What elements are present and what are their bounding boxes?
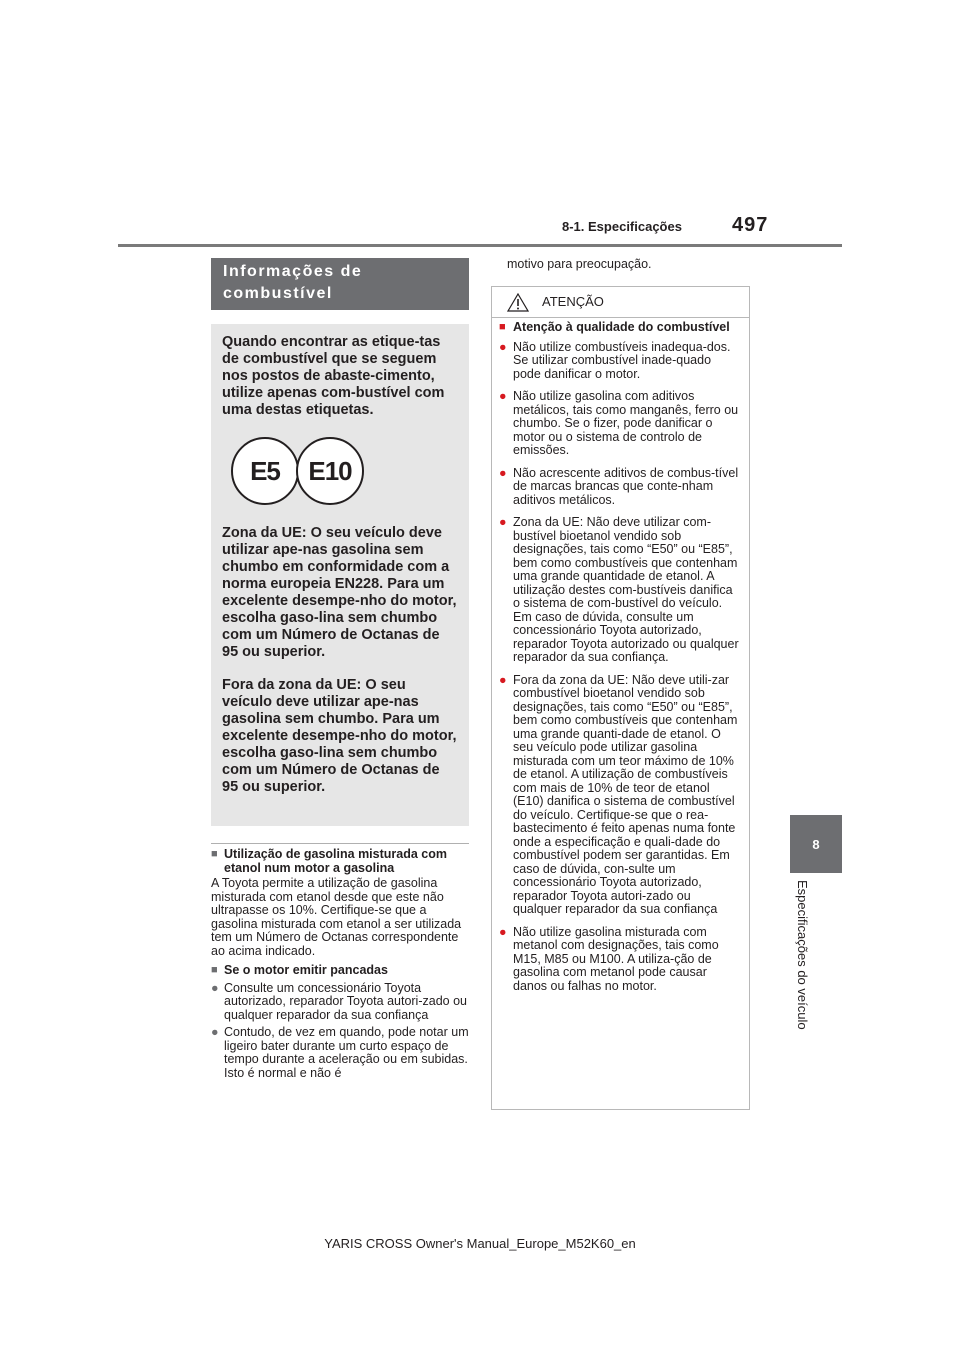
- knock-heading-row: [211, 964, 469, 978]
- chapter-tab: [790, 815, 842, 873]
- divider: [211, 843, 469, 844]
- circle-bullet-icon: ●: [499, 389, 507, 403]
- warning-heading-row: [499, 321, 742, 335]
- list-item: [211, 982, 469, 1023]
- left-column-text: [211, 848, 469, 1080]
- page-number: 497: [732, 214, 769, 236]
- circle-bullet-icon: ●: [499, 672, 507, 687]
- circle-bullet-icon: ●: [211, 980, 219, 995]
- e10-fuel-label: E10: [296, 437, 364, 505]
- ethanol-heading: Utilização de gasolina misturada com etanol num motor a gasolina: [224, 847, 447, 875]
- warning-bullet: Fora da zona da UE: Não deve utili-zar combustível bioetanol vendido sob designações, tais como “E50” ou “E85”, bem como combustíveis que contenham uma grande quanti-dade de etanol. O seu veículo pode utilizar gasolina misturada com um teor máximo de 10% de etanol. A utilização de combustíveis com mais de 10% de teor de etanol (E10) danifica o sistema de combustível do veículo. Certifique-se que o rea-bastecimento é feito apenas numa fonte onde a especificação e quali-dade do combustível podem ser garantidas. Em caso de dúvida, con-sulte um concessionário Toyota autorizado, reparador Toyota autori-zado ou qualquer reparador da sua confiança: [513, 672, 738, 916]
- circle-bullet-icon: ●: [499, 515, 507, 529]
- circle-bullet-icon: ●: [499, 339, 507, 354]
- non-eu-zone-text: Fora da zona da UE: O seu veículo deve utilizar ape-nas gasolina sem chumbo. Para um excelente desempe-nho do motor, escolha gaso-lina sem chumbo com um Número de Octanas de 95 ou superior.: [222, 677, 457, 795]
- footer: [0, 1236, 960, 1251]
- square-bullet-icon: ■: [211, 848, 218, 860]
- eu-zone-text: Zona da UE: O seu veículo deve utilizar ape-nas gasolina sem chumbo em conformidade com a norma europeia EN228. Para um excelente desempe-nho do motor, escolha gaso-lina sem chumbo com um Número de Octanas de 95 ou superior.: [222, 525, 457, 660]
- fuel-info-title: [211, 258, 469, 310]
- knock-bullet-2: Contudo, de vez em quando, pode notar um ligeiro bater durante um curto espaço de tempo durante a aceleração ou em subidas. Isto é normal e não é: [224, 1025, 469, 1080]
- list-item: [499, 516, 742, 665]
- list-item: [499, 390, 742, 458]
- fuel-label-intro: Quando encontrar as etique-tas de combustível que se seguem nos postos de abaste-cimento, utilize apenas com-bustível com uma destas etiquetas.: [222, 334, 445, 418]
- fuel-info-title-line1: Informações de: [223, 263, 363, 280]
- fuel-label-box: [211, 324, 469, 826]
- circle-bullet-icon: ●: [211, 1025, 219, 1039]
- square-bullet-icon: ■: [499, 321, 506, 333]
- circle-bullet-icon: ●: [499, 924, 507, 939]
- fuel-info-title-line2: combustível: [223, 285, 333, 302]
- warning-heading: Atenção à qualidade do combustível: [513, 320, 730, 334]
- circle-bullet-icon: ●: [499, 465, 507, 480]
- warning-body: [492, 318, 749, 993]
- warning-bullet: Não utilize gasolina com aditivos metálicos, tais como manganês, ferro ou chumbo. Se o fizer, pode danificar o motor ou o sistema de controlo de emissões.: [513, 389, 739, 457]
- header-rule: [118, 244, 842, 247]
- knock-bullet-1: Consulte um concessionário Toyota autorizado, reparador Toyota autori-zado ou qualquer reparador da sua confiança: [224, 980, 467, 1022]
- warning-box: [491, 286, 750, 1110]
- warning-label: ATENÇÃO: [542, 294, 604, 309]
- list-item: [499, 926, 742, 994]
- warning-bullet: Zona da UE: Não deve utilizar com-bustível bioetanol vendido sob designações, tais como “E50” ou “E85”, bem como combustíveis que contenham uma grande quantidade de etanol. A utilização destes com-bustíveis danifica o sistema de com-bustível do veículo. Em caso de dúvida, consulte um concessionário Toyota autorizado, reparador Toyota autorizado ou qualquer reparador da sua confiança.: [513, 515, 739, 664]
- section-title: 8-1. Especificações: [562, 219, 682, 234]
- list-item: [211, 1026, 469, 1080]
- square-bullet-icon: ■: [211, 964, 218, 976]
- warning-bullet: Não acrescente aditivos de combus-tível de marcas brancas que conte-nham aditivos metálicos.: [513, 465, 739, 507]
- warning-header: [492, 287, 749, 318]
- continuation-text: motivo para preocupação.: [507, 257, 652, 271]
- ethanol-heading-row: [211, 848, 469, 875]
- e5-fuel-label: E5: [231, 437, 299, 505]
- list-item: [499, 467, 742, 508]
- footer-text: YARIS CROSS Owner's Manual_Europe_M52K60_en: [324, 1236, 636, 1251]
- list-item: [499, 674, 742, 917]
- chapter-number: 8: [812, 836, 820, 852]
- warning-bullet: Não utilize gasolina misturada com metanol com designações, tais como M15, M85 ou M100. A utiliza-ção de gasolina com metanol pode causar danos ou falhas no motor.: [513, 924, 719, 993]
- fuel-badges: [231, 437, 458, 505]
- chapter-label: Especificações do veículo: [795, 880, 810, 1030]
- knock-heading: Se o motor emitir pancadas: [224, 963, 388, 977]
- chapter-label-container: [792, 880, 812, 1070]
- ethanol-text: A Toyota permite a utilização de gasolina misturada com etanol desde que este não ultrapasse os 10%. Certifique-se que a gasolina misturada com etanol a ser utilizada tem um Número de Octanas correspondente ao acima indicado.: [211, 876, 462, 958]
- warning-bullet: Não utilize combustíveis inadequa-dos. Se utilizar combustível inade-quado pode danificar o motor.: [513, 339, 731, 381]
- list-item: [499, 341, 742, 382]
- warning-triangle-icon: [507, 293, 529, 312]
